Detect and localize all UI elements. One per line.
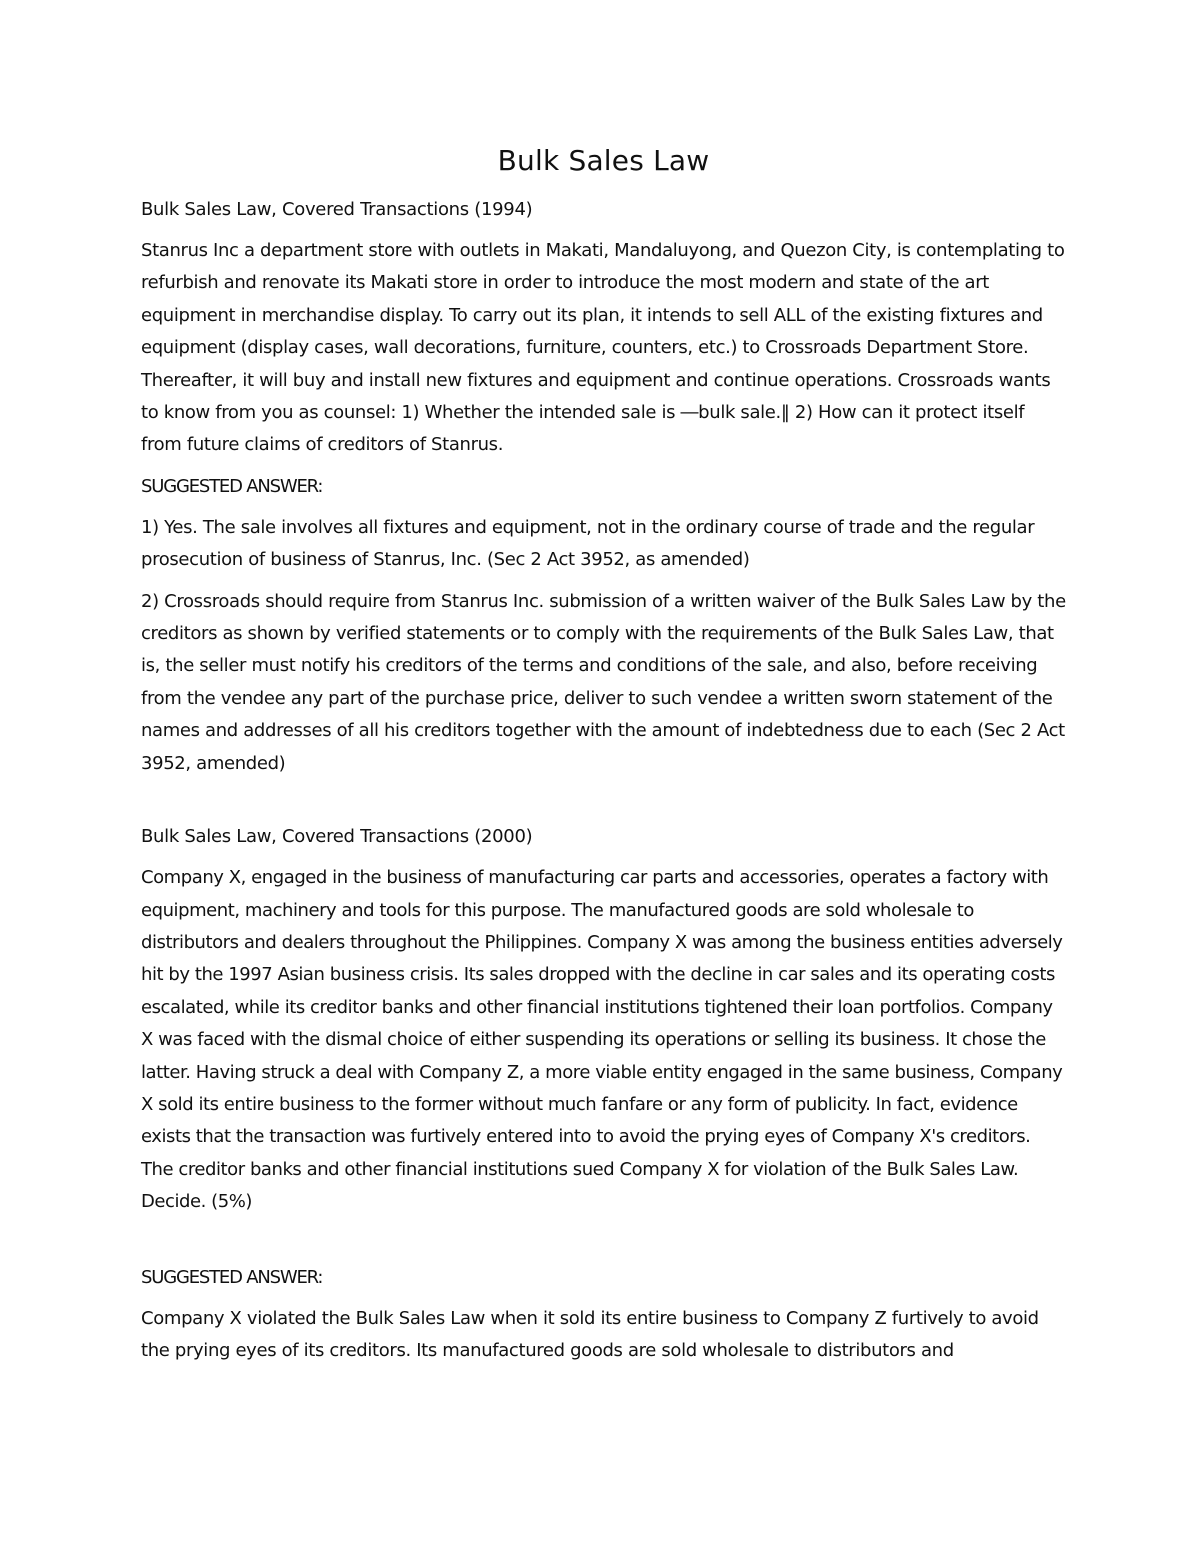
spacer — [141, 1228, 1066, 1262]
suggested-answer-label: SUGGESTED ANSWER: — [141, 475, 323, 497]
answer-paragraph: 1) Yes. The sale involves all fixtures and equipment, not in the ordinary course of trade and the regular prosecution of business of Stanrus, Inc. (Sec 2 Act 3952, as amended) — [141, 516, 1035, 571]
answer-paragraph: 2) Crossroads should require from Stanrus Inc. submission of a written waiver of the Bulk Sales Law by the creditors as shown by verified statements or to comply with the requirements of the Bulk Sales Law, that is, the seller must notify his creditors of the terms and conditions of the sale, and also, before receiving from the vendee any part of the purchase price, deliver to such vendee a written sworn statement of the names and addresses of all his creditors together with the amount of indebtedness due to each (Sec 2 Act 3952, amended) — [141, 590, 1066, 774]
document-body — [141, 142, 1066, 1376]
answer-paragraph: Company X violated the Bulk Sales Law when it sold its entire business to Company Z furtively to avoid the prying eyes of its creditors. Its manufactured goods are sold wholesale to distributors and — [141, 1307, 1039, 1361]
section-heading: Bulk Sales Law, Covered Transactions (2000) — [141, 826, 533, 848]
document-title: Bulk Sales Law — [497, 144, 710, 177]
question-text: Company X, engaged in the business of manufacturing car parts and accessories, operates a factory with equipment, machinery and tools for this purpose. The manufactured goods are sold wholesale to distributors and dealers throughout the Philippines. Company X was among the business entities adversely hit by the 1997 Asian business crisis. Its sales dropped with the decline in car sales and its operating costs escalated, while its creditor banks and other financial institutions tightened their loan portfolios. Company X was faced with the dismal choice of either suspending its operations or selling its business. It chose the latter. Having struck a deal with Company Z, a more viable entity engaged in the same business, Company X sold its entire business to the former without much fanfare or any form of publicity. In fact, evidence exists that the transaction was furtively entered into to avoid the prying eyes of Company X's creditors. The creditor banks and other financial institutions sued Company X for violation of the Bulk Sales Law. Decide. (5%) — [141, 867, 1063, 1213]
suggested-answer-label: SUGGESTED ANSWER: — [141, 1266, 323, 1288]
section-1994 — [141, 194, 1066, 780]
question-text: Stanrus Inc a department store with outlets in Makati, Mandaluyong, and Quezon City, is contemplating to refurbish and renovate its Makati store in order to introduce the most modern and state of the art equipment in merchandise display. To carry out its plan, it intends to sell ALL of the existing fixtures and equipment (display cases, wall decorations, furniture, counters, etc.) to Crossroads Department Store. Thereafter, it will buy and install new fixtures and equipment and continue operations. Crossroads wants to know from you as counsel: 1) Whether the intended sale is ―bulk sale.‖ 2) How can it protect itself from future claims of creditors of Stanrus. — [141, 240, 1065, 456]
spacer — [141, 789, 1066, 821]
section-heading: Bulk Sales Law, Covered Transactions (1994) — [141, 199, 533, 220]
section-2000 — [141, 821, 1066, 1367]
